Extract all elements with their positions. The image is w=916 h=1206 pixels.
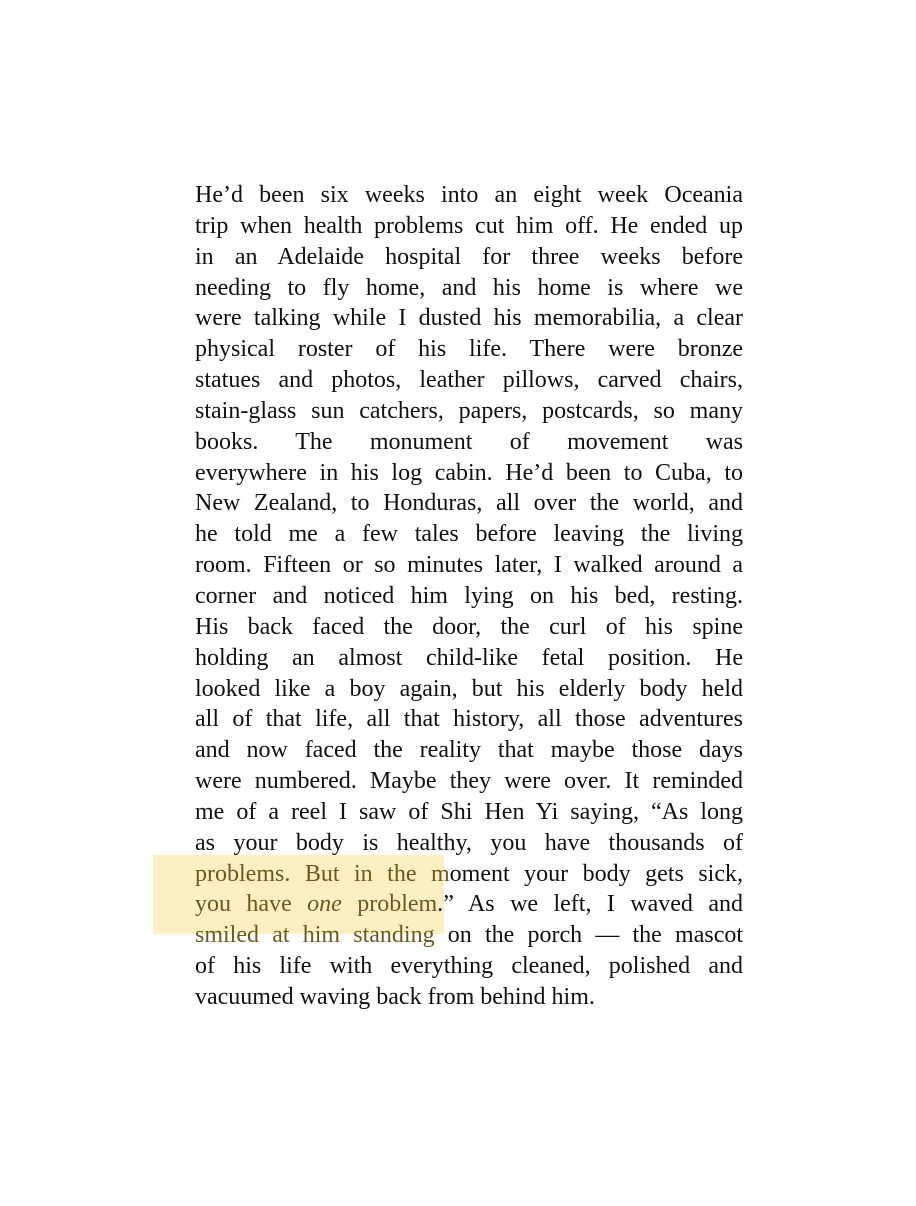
paragraph-line: needing to fly home, and his home is where we: [195, 274, 743, 301]
paragraph-line-last: vacuumed waving back from behind him.: [195, 983, 595, 1010]
paragraph-line: New Zealand, to Honduras, all over the world, and: [195, 490, 743, 517]
line-text: .” As we left, I waved and: [437, 891, 743, 918]
line-text: on the porch — the mascot: [434, 922, 744, 949]
paragraph-line: He’d been six weeks into an eight week Oceania: [195, 182, 743, 208]
paragraph-line-highlighted: [195, 889, 743, 920]
paragraph-line: in an Adelaide hospital for three weeks before: [195, 243, 743, 270]
paragraph-line: were numbered. Maybe they were over. It reminded: [195, 768, 743, 795]
line-text: oment your body gets sick,: [449, 860, 743, 887]
paragraph-line: and now faced the reality that maybe those days: [195, 737, 743, 764]
paragraph-line: all of that life, all that history, all those adventures: [195, 706, 743, 733]
paragraph-line: holding an almost child-like fetal position. He: [195, 644, 743, 671]
italic-emphasis: one: [307, 891, 342, 918]
paragraph-line: he told me a few tales before leaving the living: [195, 521, 743, 548]
paragraph-line-highlighted: [195, 859, 743, 890]
paragraph-line: His back faced the door, the curl of his spine: [195, 613, 743, 640]
highlighted-text: smiled at him standing: [195, 922, 435, 949]
highlighted-text: problem: [341, 891, 438, 918]
paragraph-line: were talking while I dusted his memorabilia, a clear: [195, 305, 743, 332]
paragraph-line: looked like a boy again, but his elderly body held: [195, 675, 743, 702]
body-paragraph: [195, 180, 743, 1013]
highlighted-text: problems. But in the m: [195, 860, 450, 887]
paragraph-line: me of a reel I saw of Shi Hen Yi saying, “As long: [195, 798, 743, 825]
paragraph-line: of his life with everything cleaned, polished and: [195, 953, 743, 980]
paragraph-line-highlighted: [195, 920, 743, 951]
paragraph-line: corner and noticed him lying on his bed, resting.: [195, 582, 743, 609]
paragraph-line: room. Fifteen or so minutes later, I walked around a: [195, 552, 743, 579]
paragraph-line: statues and photos, leather pillows, carved chairs,: [195, 367, 743, 394]
paragraph-line: trip when health problems cut him off. He ended up: [195, 212, 743, 239]
paragraph-line: physical roster of his life. There were bronze: [195, 336, 743, 363]
paragraph-line: books. The monument of movement was: [195, 428, 743, 455]
paragraph-line: as your body is healthy, you have thousands of: [195, 829, 743, 856]
paragraph-line: stain-glass sun catchers, papers, postcards, so many: [195, 397, 743, 424]
paragraph-line: everywhere in his log cabin. He’d been to Cuba, to: [195, 459, 743, 486]
highlighted-text: you have: [195, 891, 308, 918]
